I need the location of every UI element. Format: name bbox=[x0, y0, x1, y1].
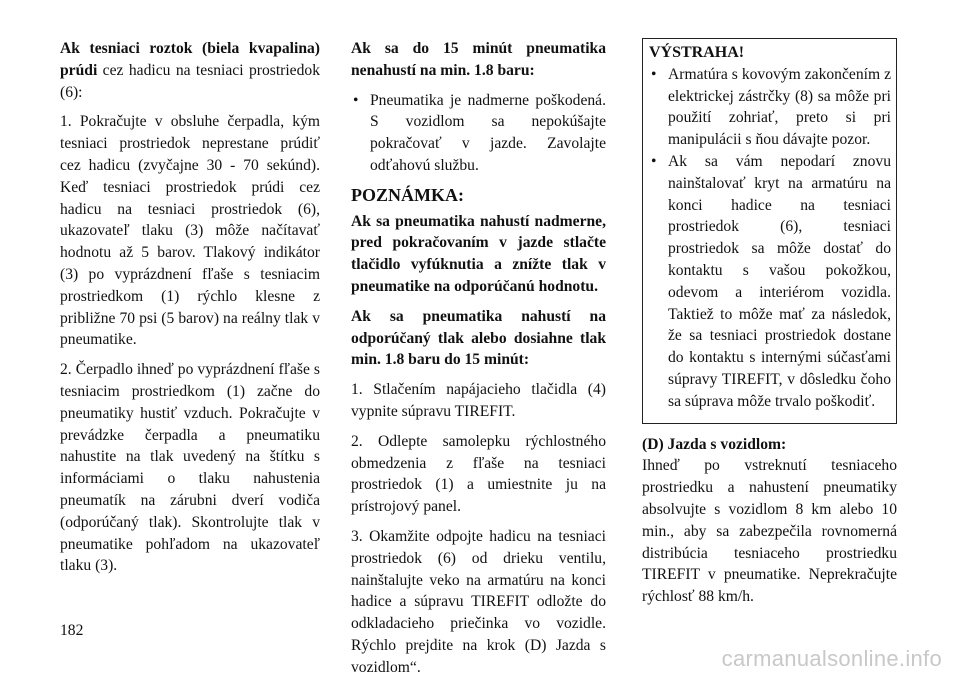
note-text: Ak sa pneumatika nahustí nadmerne, pred pokračovaním v jazde stlačte tlačidlo vyfúknutia a znížte tlak v pneumatike na odporúčanú hodnotu. bbox=[351, 212, 606, 295]
section-title-text: (D) Jazda s vozidlom: bbox=[642, 435, 787, 453]
warning-box bbox=[642, 38, 897, 424]
section-title bbox=[642, 434, 897, 456]
note-title: POZNÁMKA: bbox=[351, 184, 464, 205]
procedure-step-1: 1. Stlačením napájacieho tlačidla (4) vypnite súpravu TIREFIT. bbox=[351, 381, 606, 420]
intro-paragraph bbox=[60, 38, 320, 103]
procedure-step-2: 2. Odlepte samolepku rýchlostného obmedzenia z fľaše na tesniaci prostriedok (1) a umiestnite ju na prístrojový panel. bbox=[351, 432, 606, 516]
warning-list bbox=[649, 64, 891, 413]
condition-bullet-list bbox=[351, 90, 606, 177]
warning-item: • Armatúra s kovovým zakončením z elektrickej zástrčky (8) sa môže pri použití zohriať, preto si pri manipulácii s ňou dávajte pozor. bbox=[649, 64, 891, 151]
section-paragraph: Ihneď po vstreknutí tesniaceho prostriedku a nahustení pneumatiky absolvujte s vozidlom 8 km alebo 10 min., aby sa zabezpečila rovnomerná distribúcia tesniaceho prostriedku TIREFIT v pneumatike. Neprekračujte rýchlosť 88 km/h. bbox=[642, 457, 897, 606]
step-paragraph-1: 1. Pokračujte v obsluhe čerpadla, kým tesniaci prostriedok neprestane prúdiť cez hadicu (zvyčajne 30 - 70 sekúnd). Keď tesniaci prostriedok prúdi cez hadicu na tesniaci prostriedok (6), ukazovateľ tlaku (3) môže načítavať hodnotu až 5 barov. Tlakový indikátor (3) po vyprázdnení fľaše s tesniacim prostriedkom (1) rýchlo klesne z približne 70 psi (5 barov) na reálny tlak v pneumatike. bbox=[60, 113, 320, 349]
intro-bold-text: Ak tesniaci roztok (biela kvapalina) prúdi bbox=[60, 40, 320, 79]
step-paragraph-2: 2. Čerpadlo ihneď po vyprázdnení fľaše s tesniacim prostriedkom (1) začne do pneumatiky hustiť vzduch. Pokračujte v prevádzke čerpadla a pneumatiku nahustite na tlak uvedený na štítku s informáciami o tlaku nahustenia pneumatík na zárubni dverí vodiča (odporúčaný tlak). Skontrolujte tlak v pneumatike pohľadom na ukazovateľ tlaku (3). bbox=[60, 361, 320, 575]
left-column bbox=[60, 38, 320, 585]
warning-item: • Ak sa vám nepodarí znovu nainštalovať kryt na armatúru na konci hadice na tesniaci prostriedok (6), tesniaci prostriedok sa môže dostať do kontaktu s vašou pokožkou, odevom a interiérom vozidla. Taktiež to môže mať za následok, že sa tesniaci prostriedok dostane do kontaktu s internými súčasťami súpravy TIREFIT, v dôsledku čoho sa súprava môže trvalo poškodiť. bbox=[649, 151, 891, 413]
condition-bullet: • Pneumatika je nadmerne poškodená. S vozidlom sa nepokúšajte pokračovať v jazde. Zavolajte odťahovú službu. bbox=[351, 90, 606, 177]
condition-heading-2 bbox=[351, 306, 606, 371]
page-number: 182 bbox=[60, 622, 84, 639]
intro-rest-text: cez hadicu na tesniaci prostriedok (6): bbox=[60, 61, 320, 101]
condition-heading-1-text: Ak sa do 15 minút pneumatika nenahustí na min. 1.8 baru: bbox=[351, 40, 606, 79]
condition-heading-2-text: Ak sa pneumatika nahustí na odporúčaný tlak alebo dosiahne tlak min. 1.8 baru do 15 minút: bbox=[351, 307, 606, 369]
note-paragraph bbox=[351, 211, 606, 298]
middle-column bbox=[351, 38, 606, 687]
right-column bbox=[642, 38, 897, 616]
site-watermark: carmanualsonline.info bbox=[721, 646, 942, 671]
condition-heading-1 bbox=[351, 38, 606, 82]
warning-title: VÝSTRAHA! bbox=[649, 44, 745, 61]
procedure-step-3: 3. Okamžite odpojte hadicu na tesniaci prostriedok (6) od drieku ventilu, nainštalujte veko na armatúru na konci hadice a súpravu TIREFIT odložte do odkladacieho priečinka vo vozidle. Rýchlo prejdite na krok (D) Jazda s vozidlom“. bbox=[351, 527, 606, 676]
